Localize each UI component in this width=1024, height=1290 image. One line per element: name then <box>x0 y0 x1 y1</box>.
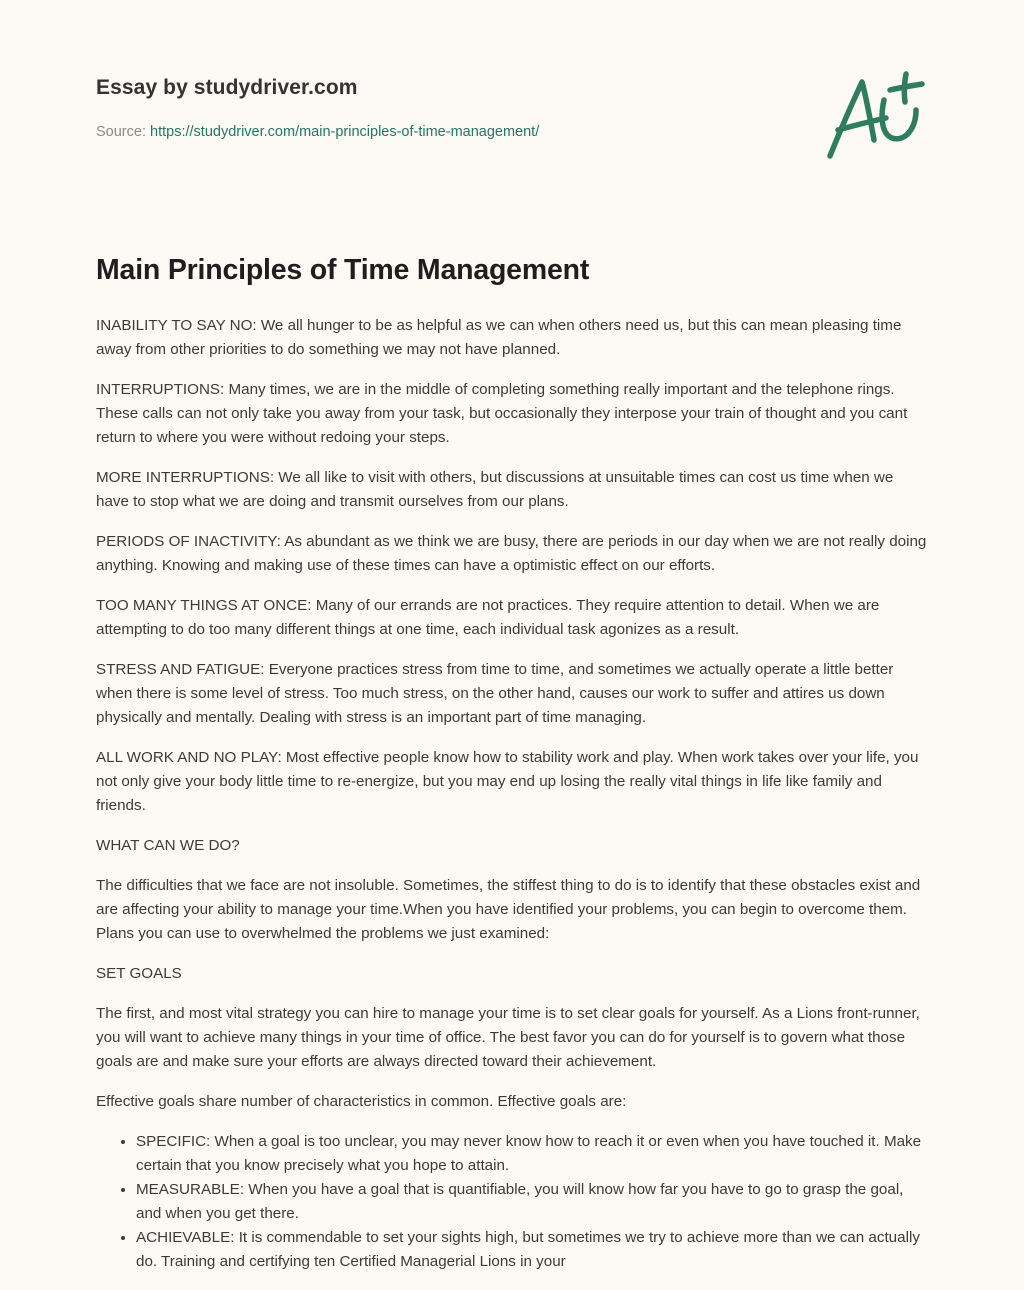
paragraph-too-many-things: TOO MANY THINGS AT ONCE: Many of our errands are not practices. They require attention to detail. When we are attempting to do too many different things at one time, each individual task agonizes as a result. <box>96 597 880 638</box>
paragraph-inability-to-say-no: INABILITY TO SAY NO: We all hunger to be as helpful as we can when others need us, but this can mean pleasing time away from other priorities to do something we may not have planned. <box>96 317 902 358</box>
paragraph-all-work-no-play: ALL WORK AND NO PLAY: Most effective people know how to stability work and play. When work takes over your life, you not only give your body little time to re-energize, but you may end up losing the really vital things in life like family and friends. <box>96 749 919 814</box>
a-plus-grade-icon <box>824 68 928 164</box>
paragraph-periods-of-inactivity: PERIODS OF INACTIVITY: As abundant as we think we are busy, there are periods in our day when we are not really doing anything. Knowing and making use of these times can have a optimistic effect on our efforts. <box>96 533 927 574</box>
section-heading-what-can-we-do: WHAT CAN WE DO? <box>96 837 240 854</box>
essay-body <box>96 314 928 1274</box>
list-item-specific: • SPECIFIC: When a goal is too unclear, you may never know how to reach it or even when you have touched it. Make certain that you know precisely what you hope to attain. <box>136 1130 928 1178</box>
source-link[interactable]: https://studydriver.com/main-principles-of-time-management/ <box>150 124 540 140</box>
paragraph-first-strategy: The first, and most vital strategy you can hire to manage your time is to set clear goals for yourself. As a Lions front-runner, you will want to achieve many things in your time of office. The best favor you can do for yourself is to govern what those goals are and make sure your efforts are always directed toward their achievement. <box>96 1005 920 1070</box>
source-line <box>96 124 539 140</box>
brand-title: Essay by studydriver.com <box>96 76 358 99</box>
list-item-measurable: • MEASURABLE: When you have a goal that is quantifiable, you will know how far you have to go to grasp the goal, and when you get there. <box>136 1178 928 1226</box>
list-item-achievable: • ACHIEVABLE: It is commendable to set your sights high, but sometimes we try to achieve more than we can actually do. Training and certifying ten Certified Managerial Lions in your <box>136 1226 928 1274</box>
source-label: Source: <box>96 124 146 140</box>
paragraph-more-interruptions: MORE INTERRUPTIONS: We all like to visit with others, but discussions at unsuitable times can cost us time when we have to stop what we are doing and transmit ourselves from our plans. <box>96 469 894 510</box>
effective-goals-list <box>96 1130 928 1274</box>
paragraph-interruptions: INTERRUPTIONS: Many times, we are in the middle of completing something really important and the telephone rings. These calls can not only take you away from your task, but occasionally they interpose your train of thought and you cant return to where you were without redoing your steps. <box>96 381 908 446</box>
paragraph-difficulties: The difficulties that we face are not insoluble. Sometimes, the stiffest thing to do is to identify that these obstacles exist and are affecting your ability to manage your time.When you have identified your problems, you can begin to overcome them. Plans you can use to overwhelmed the problems we just examined: <box>96 877 921 942</box>
site-header <box>96 0 928 200</box>
essay-page <box>96 0 928 1270</box>
essay-title: Main Principles of Time Management <box>96 254 590 286</box>
paragraph-stress-and-fatigue: STRESS AND FATIGUE: Everyone practices stress from time to time, and sometimes we actually operate a little better when there is some level of stress. Too much stress, on the other hand, causes our work to suffer and attires us down physically and mentally. Dealing with stress is an important part of time managing. <box>96 661 894 726</box>
paragraph-effective-goals-intro: Effective goals share number of characteristics in common. Effective goals are: <box>96 1093 627 1110</box>
section-heading-set-goals: SET GOALS <box>96 965 182 982</box>
